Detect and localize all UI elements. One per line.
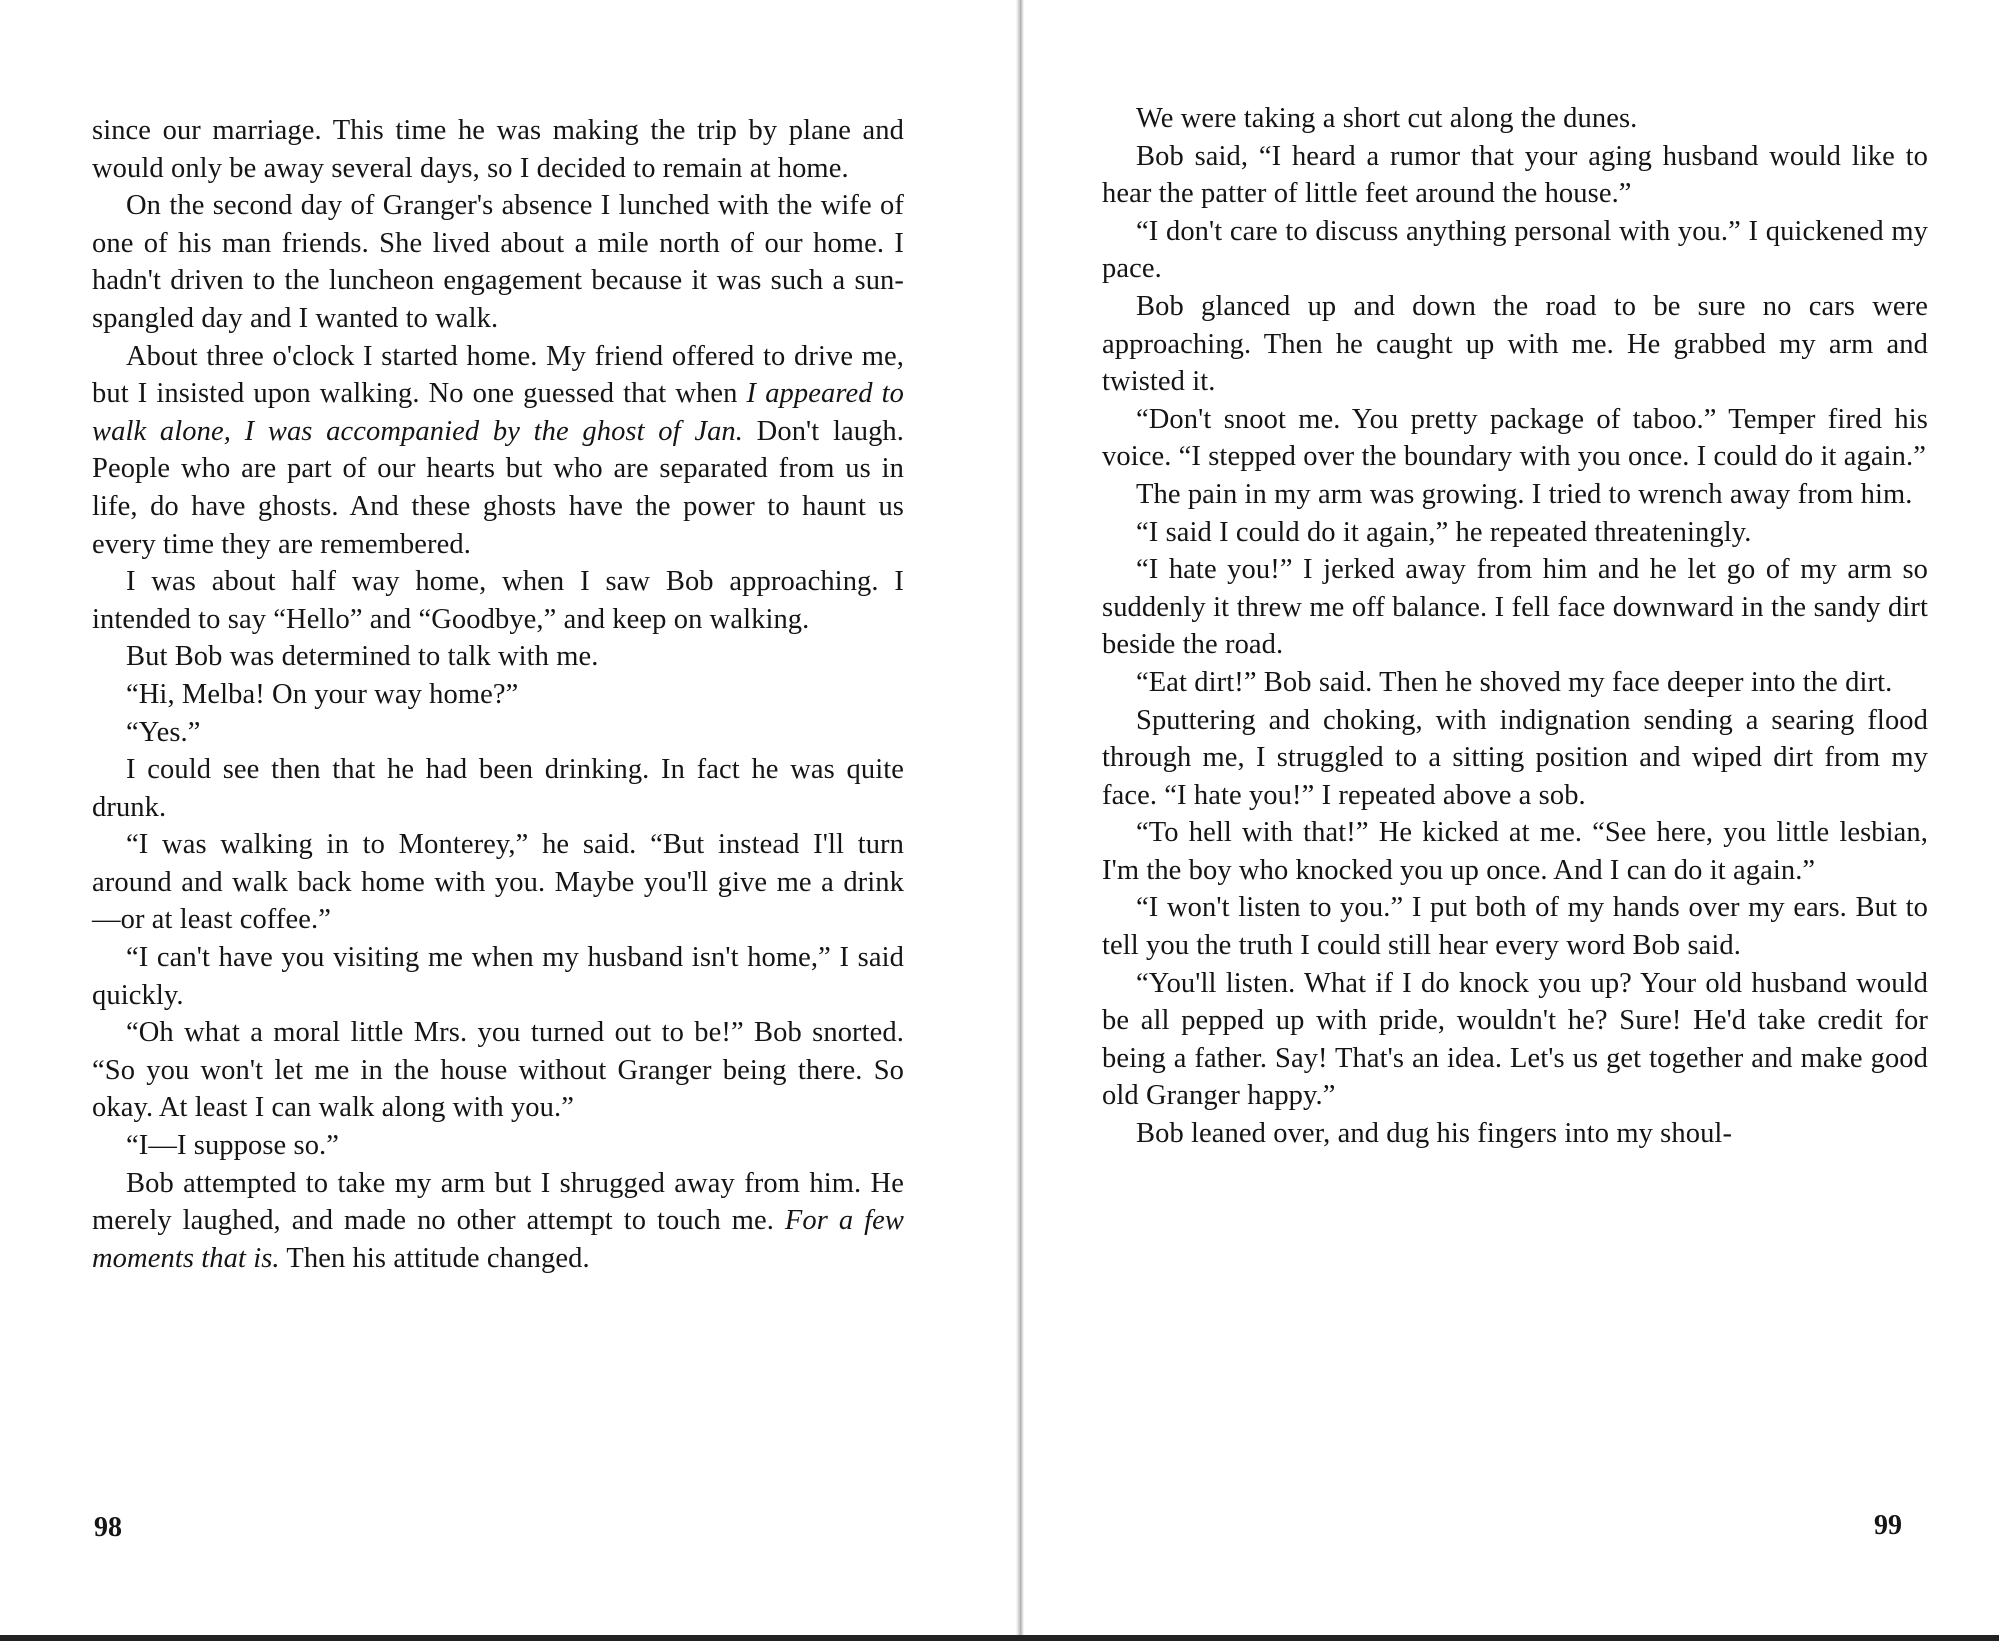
paragraph: “I said I could do it again,” he repeated threateningly.	[1136, 516, 1752, 548]
italic-text: I appeared to walk alone, I was accompanied by the ghost of Jan.	[92, 378, 904, 447]
paragraph: since our marriage. This time he was making the trip by plane and would only be away several days, so I decided to remain at home.	[92, 115, 904, 184]
paragraph: “I—I suppose so.”	[126, 1130, 340, 1162]
paragraph: “Oh what a moral little Mrs. you turned out to be!” Bob snorted. “So you won't let me in the house without Granger being there. So okay. At least I can walk along with you.”	[92, 1017, 904, 1124]
paragraph: “Yes.”	[126, 716, 201, 748]
paragraph: Bob said, “I heard a rumor that your aging husband would like to hear the patter of little feet around the house.”	[1102, 140, 1928, 210]
right-page	[1102, 100, 1928, 1153]
paragraph-text: About three o'clock I started home. My friend offered to drive me, but I insisted upon walking. No one guessed that when	[92, 340, 904, 410]
italic-text: For a few moments that is.	[92, 1205, 905, 1274]
paragraph: Sputtering and choking, with indignation sending a searing flood through me, I struggled to a sitting position and wiped dirt from my face. “I hate you!” I repeated above a sob.	[1102, 704, 1928, 811]
paragraph: But Bob was determined to talk with me.	[126, 641, 599, 673]
paragraph	[92, 1165, 904, 1278]
book-gutter	[1016, 0, 1024, 1641]
paragraph: “Don't snoot me. You pretty package of taboo.” Temper fired his voice. “I stepped over the boundary with you once. I could do it again.”	[1102, 403, 1928, 473]
paragraph: “You'll listen. What if I do knock you up? Your old husband would be all pepped up with pride, wouldn't he? Sure! He'd take credit for being a father. Say! That's an idea. Let's us get together and make good old Granger happy.”	[1102, 967, 1928, 1112]
page-number-right: 99	[1874, 1510, 1902, 1541]
paragraph: We were taking a short cut along the dunes.	[1136, 103, 1638, 134]
paragraph: “I can't have you visiting me when my husband isn't home,” I said quickly.	[92, 942, 904, 1011]
paragraph: I was about half way home, when I saw Bob approaching. I intended to say “Hello” and “Goodbye,” and keep on walking.	[92, 566, 904, 635]
paragraph	[92, 338, 904, 564]
paragraph-text: Then his attitude changed.	[279, 1242, 590, 1274]
paragraph: “I don't care to discuss anything personal with you.” I quickened my pace.	[1102, 215, 1928, 285]
paragraph: “Hi, Melba! On your way home?”	[126, 678, 519, 710]
paragraph: Bob leaned over, and dug his fingers into my shoul-	[1136, 1118, 1733, 1150]
paragraph: “To hell with that!” He kicked at me. “See here, you little lesbian, I'm the boy who knocked you up once. And I can do it again.”	[1102, 817, 1928, 886]
paragraph: “I was walking in to Monterey,” he said. “But instead I'll turn around and walk back home with you. Maybe you'll give me a drink—or at least coffee.”	[92, 829, 904, 936]
paragraph-text: Don't laugh. People who are part of our hearts but who are separated from us in life, do have ghosts. And these ghosts have the power to haunt us every time they are remembered.	[92, 415, 904, 560]
paragraph: “I hate you!” I jerked away from him and he let go of my arm so suddenly it threw me off balance. I fell face downward in the sandy dirt beside the road.	[1102, 554, 1928, 661]
left-page	[92, 112, 904, 1277]
paragraph: “Eat dirt!” Bob said. Then he shoved my face deeper into the dirt.	[1136, 666, 1893, 698]
paragraph: The pain in my arm was growing. I tried to wrench away from him.	[1136, 478, 1913, 510]
paragraph: “I won't listen to you.” I put both of my hands over my ears. But to tell you the truth I could still hear every word Bob said.	[1102, 892, 1928, 962]
scan-bottom-edge	[0, 1635, 1999, 1641]
paragraph: I could see then that he had been drinking. In fact he was quite drunk.	[92, 754, 904, 823]
paragraph: Bob glanced up and down the road to be sure no cars were approaching. Then he caught up with me. He grabbed my arm and twisted it.	[1102, 290, 1928, 398]
paragraph-text: Bob attempted to take my arm but I shrugged away from him. He merely laughed, and made no other attempt to touch me.	[92, 1167, 904, 1237]
page-number-left: 98	[94, 1512, 122, 1543]
paragraph: On the second day of Granger's absence I lunched with the wife of one of his man friends. She lived about a mile north of our home. I hadn't driven to the luncheon engagement because it was such a sun-spangled day and I wanted to walk.	[92, 190, 904, 334]
